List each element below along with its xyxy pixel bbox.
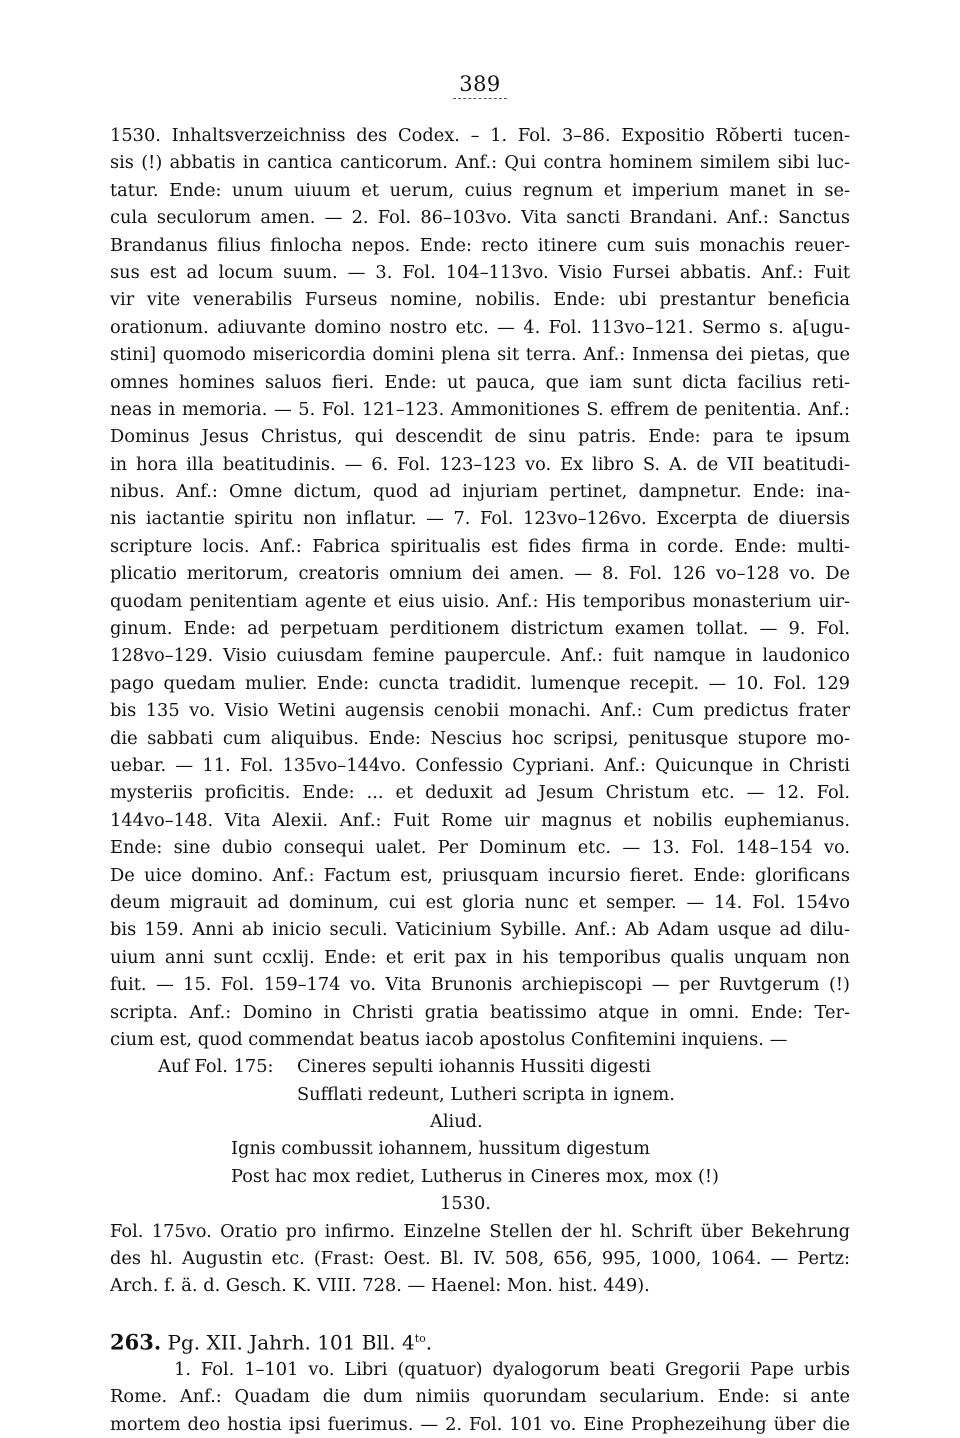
text-line: cium est, quod commendat beatus iacob apostolus Confitemini inquiens. — (110, 1028, 788, 1050)
entry-number: 263. (110, 1329, 162, 1355)
verse-auf-label: Auf Fol. 175: (158, 1056, 274, 1078)
verse-line: Sufflati redeunt, Lutheri scripta in ignem. (297, 1083, 675, 1105)
verse-year: 1530. (440, 1193, 491, 1215)
text-line: neas in memoria. — 5. Fol. 121–123. Ammonitiones S. effrem de penitentia. Anf.: (110, 398, 850, 420)
verse-line: Ignis combussit iohannem, hussitum digestum (231, 1138, 650, 1160)
text-line: ginum. Ende: ad perpetuam perditionem districtum examen tollat. — 9. Fol. (110, 618, 850, 640)
verse-line: Post hac mox rediet, Lutherus in Cineres mox, mox (!) (231, 1165, 719, 1187)
text-line: mortem deo hostia ipsi fuerimus. — 2. Fol. 101 vo. Eine Prophezeihung über die (110, 1413, 850, 1435)
text-line: sis (!) abbatis in cantica canticorum. Anf.: Qui contra hominem similem sibi luc- (110, 152, 850, 174)
page-body (110, 122, 850, 1438)
entry-263-paragraph (110, 1356, 850, 1438)
text-line: Dominus Jesus Christus, qui descendit de sinu patris. Ende: para te ipsum (110, 426, 850, 448)
text-line: in hora illa beatitudinis. — 6. Fol. 123–123 vo. Ex libro S. A. de VII beatitudi- (110, 453, 850, 475)
text-line: 1530. Inhaltsverzeichniss des Codex. – 1. Fol. 3–86. Expositio Rŏberti tucen- (110, 125, 850, 146)
entry-1530-paragraph (110, 122, 850, 1053)
text-line: vir vite venerabilis Furseus nomine, nobilis. Ende: ubi prestantur beneficia (110, 289, 850, 311)
entry-1530-after (110, 1218, 850, 1300)
text-line: plicatio meritorum, creatoris omnium dei amen. — 8. Fol. 126 vo–128 vo. De (110, 563, 850, 585)
verse-line: Cineres sepulti iohannis Hussiti digesti (297, 1056, 651, 1078)
text-line: die sabbati cum aliquibus. Ende: Nescius hoc scripsi, penitusque stupore mo- (110, 727, 850, 749)
text-line: nis iactantie spiritu non inflatur. — 7. Fol. 123vo–126vo. Excerpta de diuersis (110, 508, 850, 530)
text-line: scripta. Anf.: Domino in Christi gratia beatissimo atque in omni. Ende: Ter- (110, 1001, 850, 1023)
entry-263-heading (110, 1322, 850, 1356)
text-line: stini] quomodo misericordia domini plena sit terra. Anf.: Inmensa dei pietas, que (110, 344, 850, 366)
text-line: sus est ad locum suum. — 3. Fol. 104–113vo. Visio Fursei abbatis. Anf.: Fuit (110, 261, 850, 283)
text-line: Ende: sine dubio consequi ualet. Per Dominum etc. — 13. Fol. 148–154 vo. (110, 837, 850, 859)
text-line: bis 135 vo. Visio Wetini augensis cenobii monachi. Anf.: Cum predictus frater (110, 700, 850, 722)
text-line: cula seculorum amen. — 2. Fol. 86–103vo. Vita sancti Brandani. Anf.: Sanctus (110, 207, 850, 229)
entry-heading-text: Pg. XII. Jahrh. 101 Bll. 4 (167, 1330, 415, 1355)
verse-block (110, 1053, 850, 1190)
entry-heading-end: . (425, 1330, 433, 1355)
text-line: scripture locis. Anf.: Fabrica spiritualis est fides firma in corde. Ende: multi- (110, 535, 850, 557)
text-line: omnes homines saluos fieri. Ende: ut pauca, que iam sunt dicta facilius reti- (110, 371, 850, 393)
text-line: quodam penitentiam agente et eius uisio. Anf.: His temporibus monasterium uir- (110, 590, 850, 612)
entry-heading-sup: to (414, 1331, 426, 1345)
text-line: orationum. adiuvante domino nostro etc. — 4. Fol. 113vo–121. Sermo s. a[ugu- (110, 316, 850, 338)
text-line: uium anni sunt ccxlij. Ende: et erit pax in his temporibus qualis unquam non (110, 946, 850, 968)
verse-aliud: Aliud. (430, 1111, 483, 1133)
page-number-text: 389 (453, 72, 507, 99)
text-line: nibus. Anf.: Omne dictum, quod ad injuriam pertinet, dampnetur. Ende: ina- (110, 481, 850, 503)
text-line: tatur. Ende: unum uiuum et uerum, cuius regnum et imperium manet in se- (110, 179, 850, 201)
text-line: deum migrauit ad dominum, cui est gloria nunc et semper. — 14. Fol. 154vo (110, 891, 850, 913)
text-line: Arch. f. ä. d. Gesch. K. VIII. 728. — Haenel: Mon. hist. 449). (110, 1275, 650, 1297)
text-line: mysteriis proficitis. Ende: ... et deduxit ad Jesum Christum etc. — 12. Fol. (110, 782, 850, 804)
page-number (0, 72, 960, 96)
text-line: Rome. Anf.: Quadam die dum nimiis quorundam secularium. Ende: si ante (110, 1386, 850, 1408)
text-line: Fol. 175vo. Oratio pro infirmo. Einzelne Stellen der hl. Schrift über Bekehrung (110, 1220, 850, 1242)
text-line: fuit. — 15. Fol. 159–174 vo. Vita Brunonis archiepiscopi — per Ruvtgerum (!) (110, 974, 850, 996)
text-line: De uice domino. Anf.: Factum est, priusquam incursio fieret. Ende: glorificans (110, 864, 850, 886)
text-line: 144vo–148. Vita Alexii. Anf.: Fuit Rome uir magnus et nobilis euphemianus. (110, 809, 850, 831)
text-line: des hl. Augustin etc. (Frast: Oest. Bl. IV. 508, 656, 995, 1000, 1064. — Pertz: (110, 1248, 850, 1270)
text-line: Brandanus filius finlocha nepos. Ende: recto itinere cum suis monachis reuer- (110, 234, 850, 256)
text-line: pago quedam mulier. Ende: cuncta tradidit. lumenque recepit. — 10. Fol. 129 (110, 672, 850, 694)
text-line: uebar. — 11. Fol. 135vo–144vo. Confessio Cypriani. Anf.: Quicunque in Christi (110, 754, 850, 776)
text-line: 1. Fol. 1–101 vo. Libri (quatuor) dyalogorum beati Gregorii Pape urbis (174, 1358, 850, 1380)
text-line: bis 159. Anni ab inicio seculi. Vaticinium Sybille. Anf.: Ab Adam usque ad dilu- (110, 919, 850, 941)
text-line: 128vo–129. Visio cuiusdam femine paupercule. Anf.: fuit namque in laudonico (110, 645, 850, 667)
